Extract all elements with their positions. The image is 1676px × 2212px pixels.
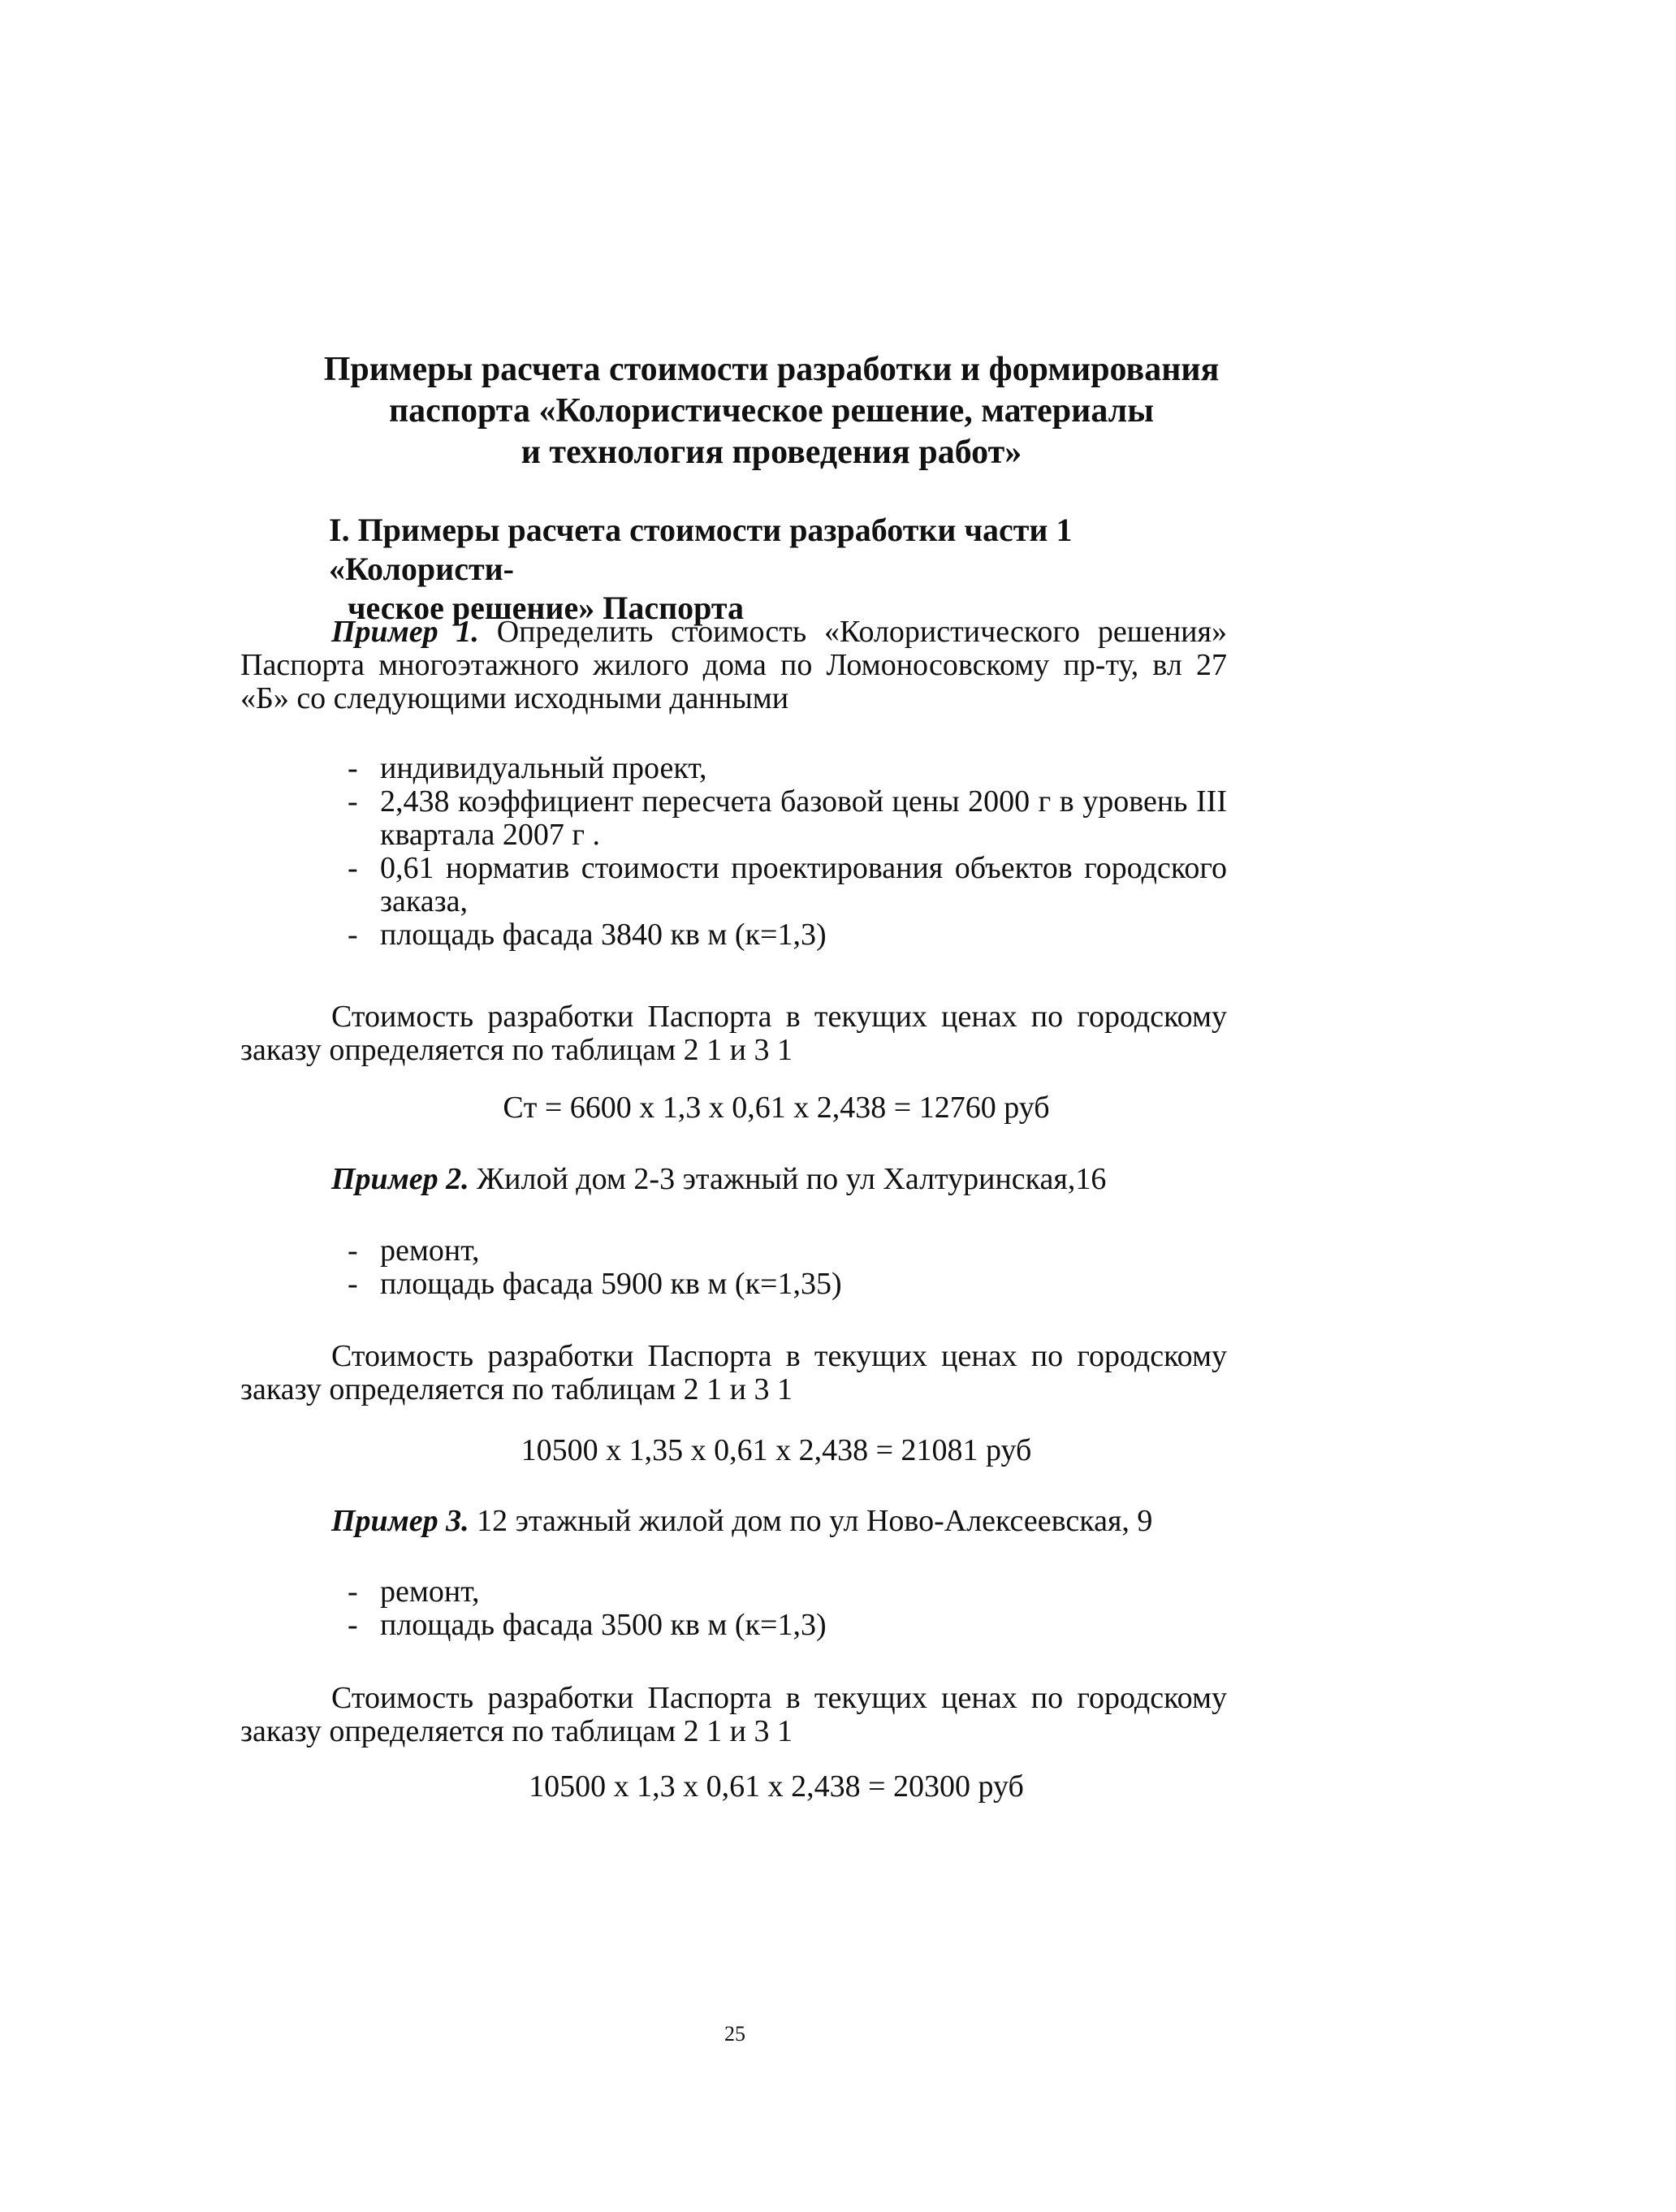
list-item: - 2,438 коэффициент пересчета базовой цены 2000 г в уровень III квартала 2007 г . — [348, 785, 1227, 852]
example-1-formula: Cт = 6600 x 1,3 x 0,61 x 2,438 = 12760 руб — [503, 1091, 1050, 1125]
title-line-1: Примеры расчета стоимости разработки и формирования — [323, 351, 1220, 388]
example-2-lead: Пример 2. — [331, 1162, 469, 1196]
example-1-bullet-list — [348, 752, 1227, 952]
title-line-2: паспорта «Колористическое решение, материалы — [388, 392, 1155, 430]
example-2-text: Жилой дом 2-3 этажный по ул Халтуринская,16 — [469, 1162, 1107, 1196]
section-heading-line-1: I. Примеры расчета стоимости разработки части 1 «Колористи- — [329, 512, 1073, 587]
list-item: - 0,61 норматив стоимости проектирования объектов городского заказа, — [348, 852, 1227, 918]
example-1-cost-text — [240, 1000, 1227, 1067]
example-3-text: 12 этажный жилой дом по ул Ново-Алексеевская, 9 — [469, 1504, 1153, 1538]
example-3-cost-text — [240, 1682, 1227, 1748]
example-1-text: Определить стоимость «Колористического решения» Паспорта многоэтажного жилого дома по Ломоносовскому пр-ту, вл 27 «Б» со следующими исходными данными — [240, 615, 1227, 715]
list-item: - ремонт, — [348, 1575, 1227, 1609]
title-line-3: и технология проведения работ» — [521, 434, 1022, 471]
example-1-lead: Пример 1. — [331, 615, 479, 649]
example-2-intro — [240, 1163, 1227, 1196]
section-heading — [329, 511, 1242, 628]
example-2-formula: 10500 x 1,35 x 0,61 x 2,438 = 21081 руб — [521, 1433, 1032, 1467]
example-2-bullet-list — [348, 1234, 1227, 1301]
list-item: - площадь фасада 3840 кв м (к=1,3) — [348, 918, 1227, 952]
list-item: - ремонт, — [348, 1234, 1227, 1268]
list-item: - индивидуальный проект, — [348, 752, 1227, 785]
example-3-cost-sentence: Стоимость разработки Паспорта в текущих ценах по городскому заказу определяется по таблицам 2 1 и 3 1 — [240, 1681, 1227, 1748]
example-2-cost-text — [240, 1340, 1227, 1406]
list-item: - площадь фасада 3500 кв м (к=1,3) — [348, 1609, 1227, 1642]
example-3-lead: Пример 3. — [331, 1504, 469, 1538]
example-2-cost-sentence: Стоимость разработки Паспорта в текущих ценах по городскому заказу определяется по таблицам 2 1 и 3 1 — [240, 1339, 1227, 1406]
example-1-cost-sentence: Стоимость разработки Паспорта в текущих ценах по городскому заказу определяется по таблицам 2 1 и 3 1 — [240, 1000, 1227, 1067]
page-title — [244, 349, 1299, 473]
example-1-intro — [240, 616, 1227, 715]
example-3-intro — [240, 1505, 1227, 1538]
page-number: 25 — [724, 2022, 745, 2046]
example-3-bullet-list — [348, 1575, 1227, 1642]
example-3-formula: 10500 x 1,3 x 0,61 x 2,438 = 20300 руб — [529, 1769, 1024, 1804]
section-heading-line-2: ческое решение» Паспорта — [348, 590, 744, 626]
list-item: - площадь фасада 5900 кв м (к=1,35) — [348, 1268, 1227, 1301]
